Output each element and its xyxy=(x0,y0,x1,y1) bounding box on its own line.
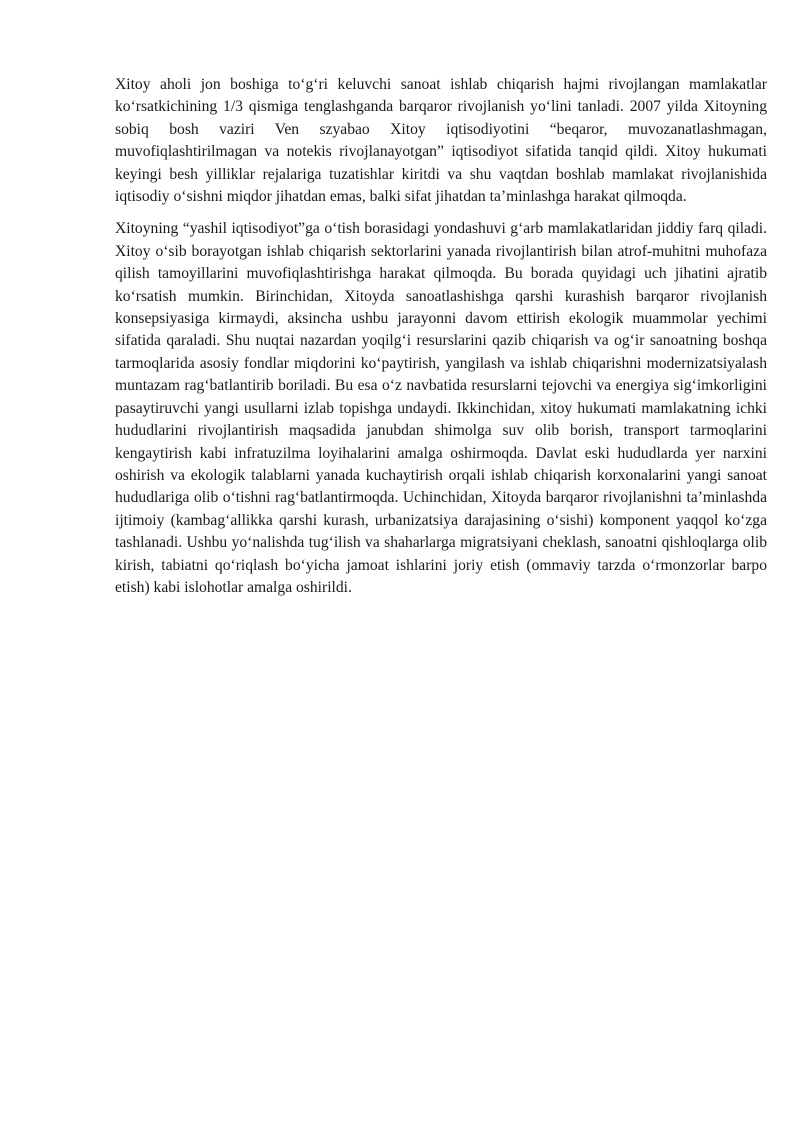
paragraph-1: Xitoy aholi jon boshiga to‘g‘ri keluvchi sanoat ishlab chiqarish hajmi rivojlangan mamlakatlar ko‘rsatkichining 1/3 qismiga tenglashganda barqaror rivojlanish yo‘lini tanladi. 2007 yilda Xitoyning sobiq bosh vaziri Ven szyabao Xitoy iqtisodiyotini “beqaror, muvozanatlashmagan, muvofiqlashtirilmagan va notekis rivojlanayotgan” iqtisodiyot sifatida tanqid qildi. Xitoy hukumati keyingi besh yilliklar rejalariga tuzatishlar kiritdi va shu vaqtdan boshlab mamlakat rivojlanishida iqtisodiy o‘sishni miqdor jihatdan emas, balki sifat jihatdan ta’minlashga harakat qilmoqda. xyxy=(115,76,767,206)
document-page xyxy=(115,74,767,609)
paragraph-2: Xitoyning “yashil iqtisodiyot”ga o‘tish borasidagi yondashuvi g‘arb mamlakatlaridan jiddiy farq qiladi. Xitoy o‘sib borayotgan ishlab chiqarish sektorlarini yanada rivojlantirish bilan atrof-muhitni muhofaza qilish tamoyillarini muvofiqlashtirishga harakat qilmoqda. Bu borada quyidagi uch jihatini ajratib ko‘rsatish mumkin. Birinchidan, Xitoyda sanoatlashishga qarshi kurashish barqaror rivojlanish konsepsiyasiga kirmaydi, aksincha ushbu jarayonni davom ettirish ekologik muammolar yechimi sifatida qaraladi. Shu nuqtai nazardan yoqilg‘i resurslarini qazib chiqarish va og‘ir sanoatning boshqa tarmoqlarida asosiy fondlar miqdorini ko‘paytirish, yangilash va ishlab chiqarishni modernizatsiyalash muntazam rag‘batlantirib boriladi. Bu esa o‘z navbatida resurslarni tejovchi va energiya sig‘imkorligini pasaytiruvchi yangi usullarni izlab topishga undaydi. Ikkinchidan, xitoy hukumati mamlakatning ichki hududlarini rivojlantirish maqsadida janubdan shimolga suv olib borish, transport tarmoqlarini kengaytirish kabi infratuzilma loyihalarini amalga oshirmoqda. Davlat eski hududlarda yer narxini oshirish va ekologik talablarni yanada kuchaytirish orqali ishlab chiqarish korxonalarini yangi sanoat hududlariga olib o‘tishni rag‘batlantirmoqda. Uchinchidan, Xitoyda barqaror rivojlanishni ta’minlashda ijtimoiy (kambag‘allikka qarshi kurash, urbanizatsiya darajasining o‘sishi) komponent yaqqol ko‘zga tashlanadi. Ushbu yo‘nalishda tug‘ilish va shaharlarga migratsiyani cheklash, sanoatni qishloqlarga olib kirish, tabiatni qo‘riqlash bo‘yicha jamoat ishlarini joriy etish (ommaviy tarzda o‘rmonzorlar barpo etish) kabi islohotlar amalga oshirildi. xyxy=(115,220,767,596)
